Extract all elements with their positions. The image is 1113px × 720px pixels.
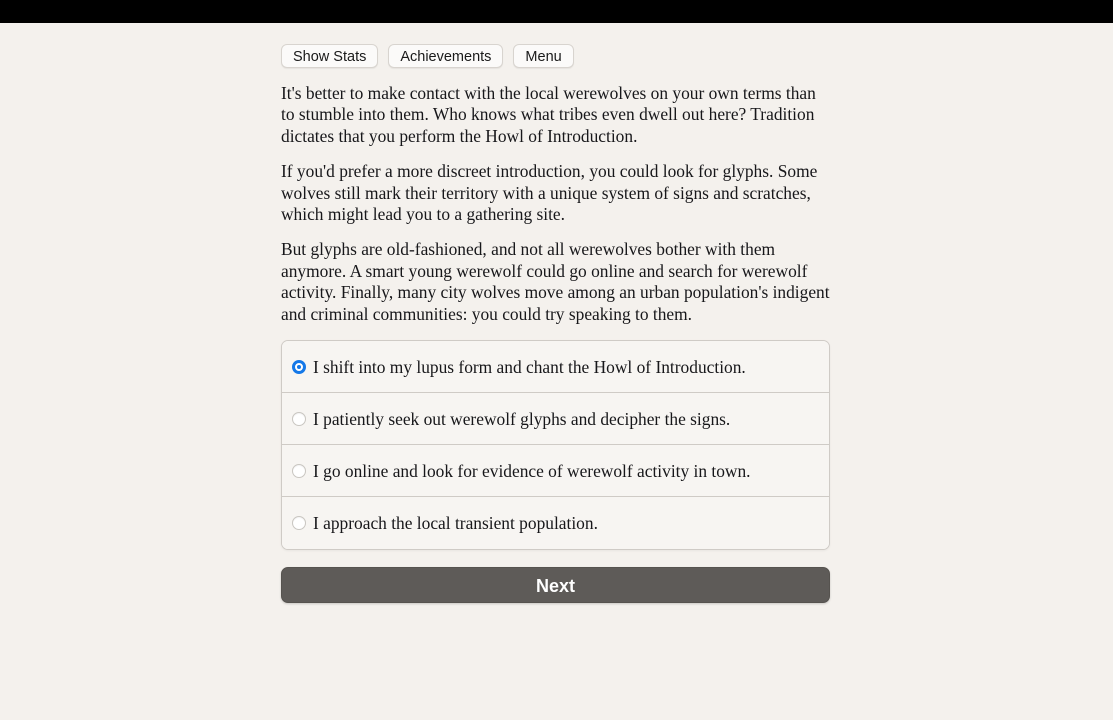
story-text xyxy=(281,83,832,325)
story-paragraph: But glyphs are old-fashioned, and not all werewolves bother with them anymore. A smart young werewolf could go online and search for werewolf activity. Finally, many city wolves move among an urban population's indigent and criminal communities: you could try speaking to them. xyxy=(281,239,830,324)
choice-option-label: I approach the local transient population. xyxy=(313,513,598,534)
choice-option-label: I shift into my lupus form and chant the Howl of Introduction. xyxy=(313,356,746,377)
choice-option[interactable] xyxy=(282,393,829,445)
choice-list xyxy=(281,340,830,550)
choice-option[interactable] xyxy=(282,497,829,549)
choice-option[interactable] xyxy=(282,341,829,393)
story-paragraph: If you'd prefer a more discreet introduction, you could look for glyphs. Some wolves still mark their territory with a unique system of signs and scratches, which might lead you to a gathering site. xyxy=(281,161,818,225)
radio-button-icon[interactable] xyxy=(292,360,306,374)
radio-button-icon[interactable] xyxy=(292,412,306,426)
choice-option[interactable] xyxy=(282,445,829,497)
story-paragraph: It's better to make contact with the local werewolves on your own terms than to stumble into them. Who knows what tribes even dwell out here? Tradition dictates that you perform the Howl of Introduction. xyxy=(281,83,816,146)
menu-button[interactable]: Menu xyxy=(513,44,573,68)
page-body xyxy=(0,23,1113,720)
radio-button-icon[interactable] xyxy=(292,464,306,478)
choice-option-label: I patiently seek out werewolf glyphs and decipher the signs. xyxy=(313,408,731,429)
show-stats-button[interactable]: Show Stats xyxy=(281,44,378,68)
achievements-button[interactable]: Achievements xyxy=(388,44,503,68)
nav-button-bar xyxy=(281,23,832,70)
radio-button-icon[interactable] xyxy=(292,516,306,530)
choice-option-label: I go online and look for evidence of werewolf activity in town. xyxy=(313,460,751,481)
status-bar xyxy=(0,0,1113,23)
next-button[interactable]: Next xyxy=(281,567,830,603)
content-column xyxy=(281,23,832,603)
